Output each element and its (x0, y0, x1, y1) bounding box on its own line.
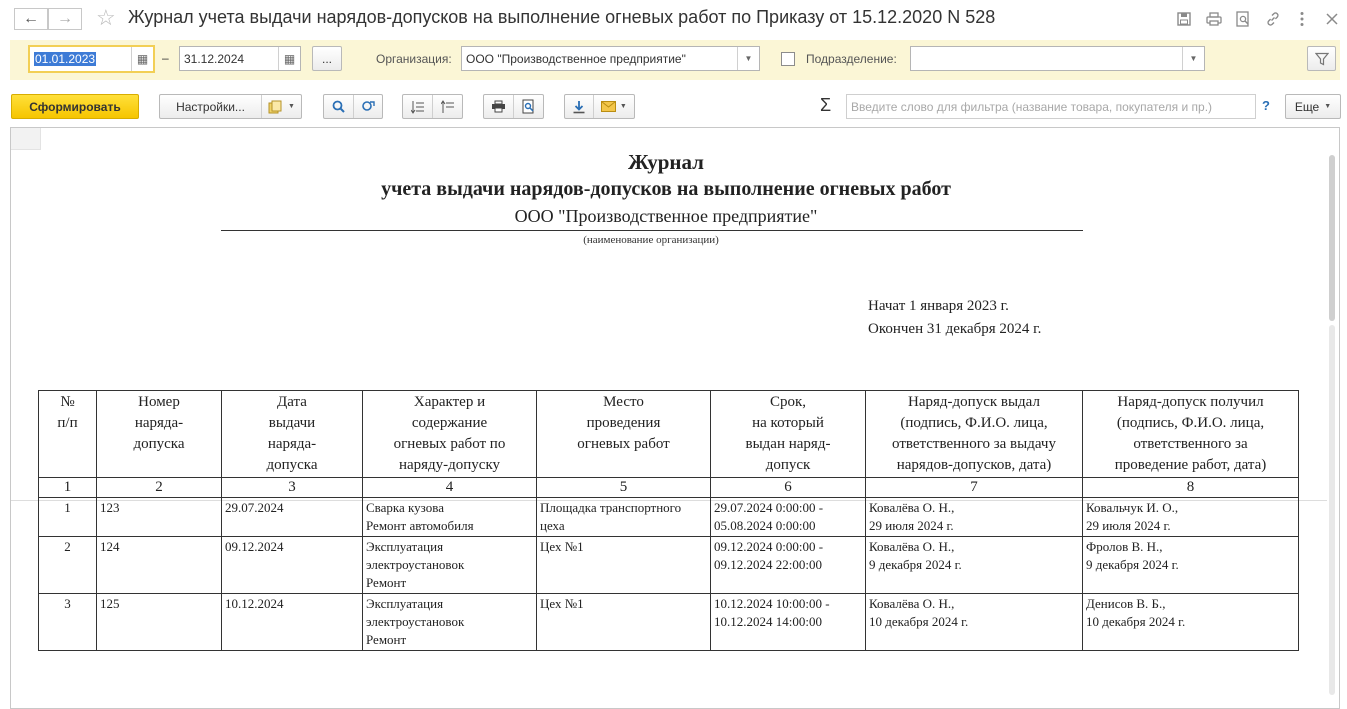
find-button[interactable] (324, 95, 353, 118)
table-cell: Ковалёва О. Н., 10 декабря 2024 г. (866, 594, 1083, 651)
dropdown-arrow-icon[interactable]: ▼ (737, 47, 759, 70)
more-button[interactable]: Еще ▼ (1285, 94, 1341, 119)
header-cell: Наряд-допуск получил (подпись, Ф.И.О. лица, ответственного за проведение работ, дата) (1083, 391, 1299, 478)
more-vertical-icon[interactable] (1292, 9, 1312, 29)
forward-button[interactable] (48, 8, 82, 30)
help-button[interactable]: ? (1262, 98, 1270, 113)
journal-table (38, 390, 1299, 651)
close-icon[interactable] (1322, 9, 1342, 29)
search-icon (332, 100, 345, 113)
column-number-row (39, 478, 1299, 498)
expand-groups-icon (411, 100, 425, 114)
date-range-dash: – (162, 51, 169, 65)
settings-button-group (159, 94, 302, 119)
column-number-cell: 2 (97, 478, 222, 498)
generate-button[interactable]: Сформировать (11, 94, 139, 119)
grouping-button-group (402, 94, 463, 119)
column-number-cell: 3 (222, 478, 363, 498)
expand-groups-button[interactable] (403, 95, 432, 118)
printer-icon (491, 100, 506, 113)
envelope-icon (601, 101, 616, 112)
date-to-field[interactable] (179, 46, 301, 71)
vertical-scrollbar[interactable] (1327, 150, 1337, 700)
variants-button[interactable] (261, 95, 301, 118)
download-icon (572, 100, 586, 114)
column-number-cell: 5 (537, 478, 711, 498)
report-document[interactable] (10, 127, 1340, 709)
table-cell: 123 (97, 498, 222, 537)
send-email-button[interactable] (593, 95, 634, 118)
table-cell: 125 (97, 594, 222, 651)
scrollbar-thumb[interactable] (1329, 155, 1335, 321)
header-cell: № п/п (39, 391, 97, 478)
table-cell: 09.12.2024 (222, 537, 363, 594)
report-variants-icon (268, 100, 284, 114)
dropdown-arrow-icon[interactable]: ▼ (1182, 47, 1204, 70)
calendar-icon[interactable]: ▦ (131, 47, 153, 71)
scrollbar-track[interactable] (1329, 325, 1335, 695)
organization-underline (221, 230, 1083, 231)
table-cell: Ковальчук И. О., 29 июля 2024 г. (1083, 498, 1299, 537)
table-cell: Фролов В. Н., 9 декабря 2024 г. (1083, 537, 1299, 594)
print-preview-button[interactable] (513, 95, 543, 118)
organization-field[interactable] (461, 46, 760, 71)
table-row[interactable] (39, 537, 1299, 594)
header-cell: Наряд-допуск выдал (подпись, Ф.И.О. лица, ответственного за выдачу нарядов-допусков, дата) (866, 391, 1083, 478)
arrow-right-icon: → (57, 10, 73, 27)
report-organization: ООО "Производственное предприятие" (514, 206, 818, 226)
print-button-group (483, 94, 544, 119)
header-cell: Место проведения огневых работ (537, 391, 711, 478)
table-cell: Денисов В. Б., 10 декабря 2024 г. (1083, 594, 1299, 651)
print-icon[interactable] (1204, 9, 1224, 29)
filter-bar (10, 40, 1340, 80)
journal-end-date: Окончен 31 декабря 2024 г. (868, 321, 1042, 337)
table-header-row (39, 391, 1299, 478)
print-preview-icon (522, 99, 535, 114)
favorite-star-icon[interactable]: ☆ (96, 5, 116, 30)
table-cell: 09.12.2024 0:00:00 - 09.12.2024 22:00:00 (711, 537, 866, 594)
title-bar (0, 0, 1347, 38)
table-cell: 1 (39, 498, 97, 537)
collapse-groups-button[interactable] (432, 95, 462, 118)
report-title: Журнал (628, 150, 704, 174)
column-number-cell: 6 (711, 478, 866, 498)
table-cell: 124 (97, 537, 222, 594)
date-to-value: 31.12.2024 (184, 51, 245, 66)
search-next-icon (361, 100, 375, 113)
table-cell: 29.07.2024 (222, 498, 363, 537)
organization-label: Организация: (376, 52, 452, 66)
table-cell: 10.12.2024 10:00:00 - 10.12.2024 14:00:00 (711, 594, 866, 651)
collapse-groups-icon (441, 100, 455, 114)
back-button[interactable] (14, 8, 48, 30)
table-cell: Сварка кузова Ремонт автомобиля (363, 498, 537, 537)
print-button[interactable] (484, 95, 513, 118)
dropdown-arrow-icon: ▼ (619, 103, 627, 110)
sum-icon[interactable]: Σ (820, 95, 832, 115)
table-cell: Эксплуатация электроустановок Ремонт (363, 594, 537, 651)
search-button-group (323, 94, 383, 119)
table-row[interactable] (39, 594, 1299, 651)
table-cell: Площадка транспортного цеха (537, 498, 711, 537)
period-select-button[interactable]: ... (312, 46, 342, 71)
header-cell: Дата выдачи наряда- допуска (222, 391, 363, 478)
calendar-icon[interactable]: ▦ (278, 47, 300, 70)
funnel-icon (1315, 52, 1329, 66)
table-cell: 3 (39, 594, 97, 651)
header-cell: Номер наряда- допуска (97, 391, 222, 478)
report-filter-input[interactable] (846, 94, 1256, 119)
export-button-group (564, 94, 635, 119)
date-from-value: 01.01.2023 (35, 52, 96, 66)
dropdown-arrow-icon: ▼ (1324, 103, 1332, 110)
table-cell: Цех №1 (537, 537, 711, 594)
subdivision-checkbox[interactable] (781, 52, 795, 66)
column-number-cell: 1 (39, 478, 97, 498)
table-row[interactable] (39, 498, 1299, 537)
table-cell: 2 (39, 537, 97, 594)
header-cell: Срок, на который выдан наряд- допуск (711, 391, 866, 478)
subdivision-field[interactable] (910, 46, 1205, 71)
find-next-button[interactable] (353, 95, 382, 118)
organization-value: ООО "Производственное предприятие" (466, 51, 686, 66)
window-title: Журнал учета выдачи нарядов-допусков на выполнение огневых работ по Приказу от 15.12.2020 N 528 (128, 7, 996, 27)
settings-button[interactable]: Настройки... (176, 99, 245, 114)
report-filter-placeholder: Введите слово для фильтра (название товара, покупателя и пр.) (851, 99, 1213, 114)
column-number-cell: 8 (1083, 478, 1299, 498)
date-from-field[interactable] (28, 45, 155, 73)
link-icon[interactable] (1263, 9, 1283, 29)
subdivision-label: Подразделение: (806, 52, 897, 66)
report-subtitle: учета выдачи нарядов-допусков на выполнение огневых работ (381, 178, 951, 200)
dropdown-arrow-icon: ▼ (288, 103, 295, 110)
column-number-cell: 4 (363, 478, 537, 498)
table-cell: 10.12.2024 (222, 594, 363, 651)
table-cell: Ковалёва О. Н., 9 декабря 2024 г. (866, 537, 1083, 594)
table-cell: 29.07.2024 0:00:00 - 05.08.2024 0:00:00 (711, 498, 866, 537)
column-number-cell: 7 (866, 478, 1083, 498)
save-icon[interactable] (1174, 9, 1194, 29)
report-corner-cell (11, 128, 41, 150)
save-to-file-button[interactable] (565, 95, 593, 118)
header-cell: Характер и содержание огневых работ по наряду-допуску (363, 391, 537, 478)
table-cell: Ковалёва О. Н., 29 июля 2024 г. (866, 498, 1083, 537)
table-cell: Эксплуатация электроустановок Ремонт (363, 537, 537, 594)
organization-caption: (наименование организации) (583, 234, 719, 246)
journal-start-date: Начат 1 января 2023 г. (868, 298, 1009, 314)
table-cell: Цех №1 (537, 594, 711, 651)
arrow-left-icon: ← (23, 10, 39, 27)
preview-icon[interactable] (1233, 9, 1253, 29)
filter-button[interactable] (1307, 46, 1336, 71)
